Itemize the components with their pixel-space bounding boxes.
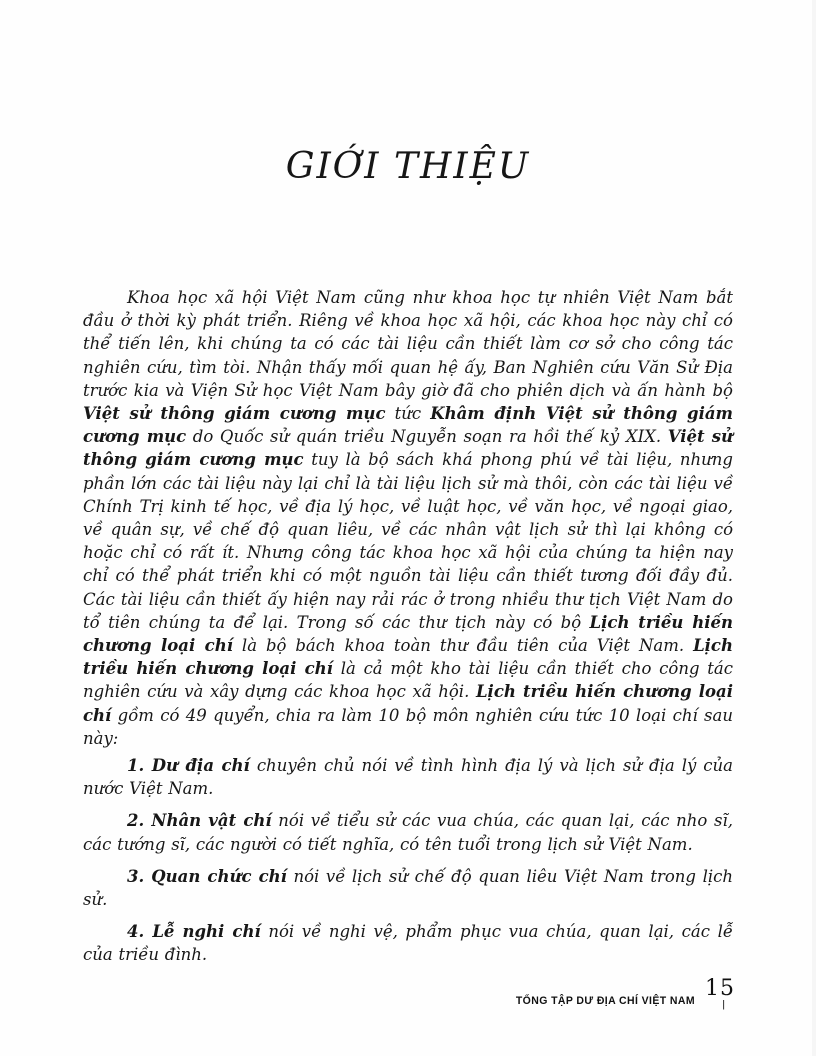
body-text-run: gồm có 49 quyển, chia ra làm 10 bộ môn nghiên cứu tức 10 loại chí sau này: xyxy=(83,705,733,748)
scan-artifact-mark: | xyxy=(722,1000,726,1010)
body-text-run: tức xyxy=(385,404,431,424)
book-title-emphasis: Khâm định Việt sử thông giám cương mục xyxy=(83,404,733,447)
list-item-term: 3. Quan chức chí xyxy=(127,866,287,886)
list-item-quan-chuc-chi xyxy=(83,865,733,911)
list-item-term: 1. Dư địa chí xyxy=(127,756,250,776)
book-title-emphasis: Việt sử thông giám cương mục xyxy=(83,427,734,470)
list-item-text: nói về lịch sử chế độ quan liêu Việt Nam trong lịch sử. xyxy=(83,866,733,910)
running-footer-title: TỔNG TẬP DƯ ĐỊA CHÍ VIỆT NAM xyxy=(515,994,695,1008)
list-item-text: nói về nghi vệ, phẩm phục vua chúa, quan lại, các lễ của triều đình. xyxy=(83,922,733,965)
body-text-run: là cả một kho tài liệu cần thiết cho công tác nghiên cứu và xây dựng các khoa học xã hội. xyxy=(83,659,734,702)
list-item-term: 2. Nhân vật chí xyxy=(127,811,272,831)
list-item-text: nói về tiểu sử các vua chúa, các quan lại, các nho sĩ, các tướng sĩ, các người có tiết nghĩa, có tên tuổi trong lịch sử Việt Nam. xyxy=(83,811,733,854)
list-item-du-dia-chi xyxy=(83,754,733,800)
body-text-run: tuy là bộ sách khá phong phú về tài liệu, nhưng phần lớn các tài liệu này lại chỉ là tài liệu lịch sử mà thôi, còn các tài liệu về Chính Trị kinh tế học, về địa lý học, về luật học, về văn học, về ngoại giao, về quân sự, về chế độ quan liêu, về các nhân vật lịch sử thì lại không có hoặc chỉ có rất ít. Nhưng công tác khoa học xã hội của chúng ta hiện nay chỉ có thể phát triển khi có một nguồn tài liệu cần thiết tương đối đầy đủ. Các tài liệu cần thiết ấy hiện nay rải rác ở trong nhiều thư tịch Việt Nam do tổ tiên chúng ta để lại. Trong số các thư tịch này có bộ xyxy=(83,450,733,632)
list-item-le-nghi-chi xyxy=(83,920,733,966)
page-number: 15 xyxy=(705,976,735,1001)
body-text-run: Khoa học xã hội Việt Nam cũng như khoa học tự nhiên Việt Nam bắt đầu ở thời kỳ phát triển. Riêng về khoa học xã hội, các khoa học này chỉ có thể tiến lên, khi chúng ta có các tài liệu cần thiết làm cơ sở cho công tác nghiên cứu, tìm tòi. Nhận thấy mối quan hệ ấy, Ban Nghiên cứu Văn Sử Địa trước kia và Viện Sử học Việt Nam bây giờ đã cho phiên dịch và ấn hành bộ xyxy=(83,288,733,400)
book-title-emphasis: Lịch triều hiến chương loại chí xyxy=(83,612,733,656)
body-text-run: là bộ bách khoa toàn thư đầu tiên của Việt Nam. xyxy=(232,636,694,656)
page-title: GIỚI THIỆU xyxy=(285,146,531,187)
intro-paragraph xyxy=(83,286,733,750)
body-text-run: do Quốc sử quán triều Nguyễn soạn ra hồi thế kỷ XIX. xyxy=(186,427,668,447)
list-item-term: 4. Lễ nghi chí xyxy=(127,922,261,942)
book-title-emphasis: Lịch triều hiến chương loại chí xyxy=(83,636,733,679)
list-item-text: chuyên chủ nói về tình hình địa lý và lịch sử địa lý của nước Việt Nam. xyxy=(83,756,733,799)
body-text-block xyxy=(83,286,733,967)
book-title-emphasis: Lịch triều hiến chương loại chí xyxy=(83,682,733,725)
list-item-nhan-vat-chi xyxy=(83,809,733,855)
book-title-emphasis: Việt sử thông giám cương mục xyxy=(83,404,386,424)
